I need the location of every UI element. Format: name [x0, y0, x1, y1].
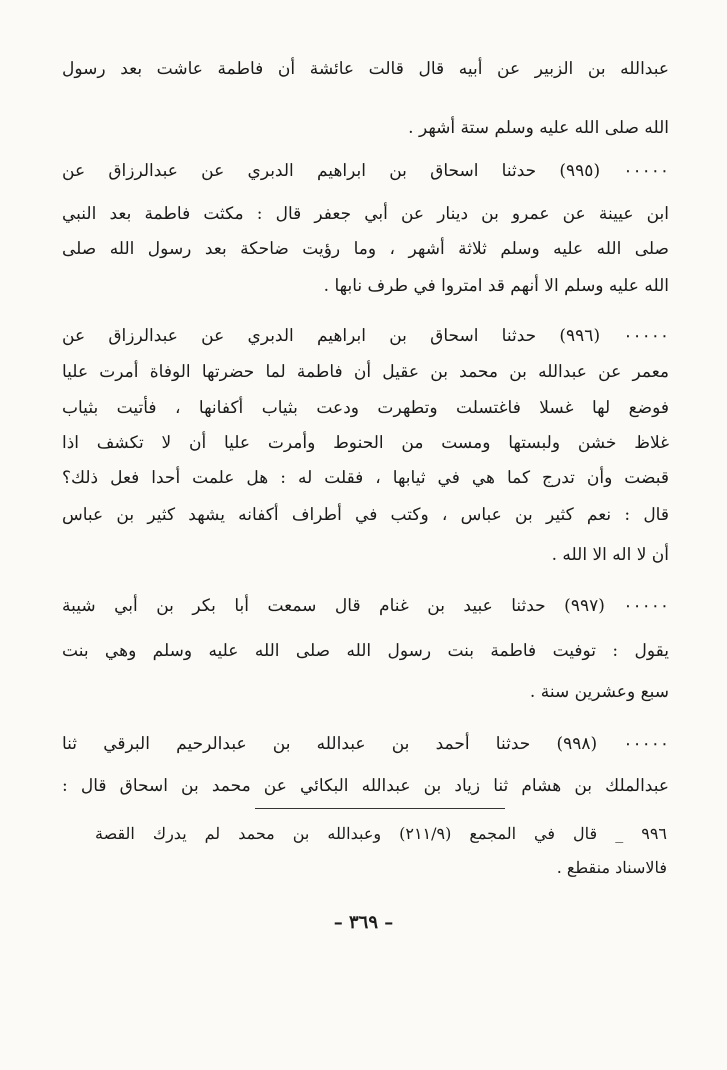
text-line: ٠٠٠٠٠ (٩٩٥) حدثنا اسحاق بن ابراهيم الدبري عن عبدالرزاق عن [62, 161, 669, 181]
text-line: ٠٠٠٠٠ (٩٩٧) حدثنا عبيد بن غنام قال سمعت أبا بكر بن أبي شيبة [62, 596, 669, 616]
text-line: فوضع لها غسلا فاغتسلت وتطهرت ودعت بثياب أكفانها ، فأتيت بثياب [62, 398, 669, 418]
text-line: معمر عن عبدالله بن محمد بن عقيل أن فاطمة لما حضرتها الوفاة أمرت عليا [62, 362, 669, 382]
text-line: صلى الله عليه وسلم ثلاثة أشهر ، وما رؤيت ضاحكة بعد رسول الله صلى [62, 239, 669, 259]
text-line: ابن عيينة عن عمرو بن دينار عن أبي جعفر قال : مكثت فاطمة بعد النبي [62, 204, 669, 224]
text-line: غلاظ خشن ولبستها ومست من الحنوط وأمرت عليا أن لا تكشف اذا [62, 433, 669, 453]
text-line: قال : نعم كثير بن عباس ، وكتب في أطراف أكفانه يشهد كثير بن عباس [62, 505, 669, 525]
text-line: سبع وعشرين سنة . [529, 682, 669, 702]
footnote-line: فالاسناد منقطع . [556, 858, 667, 877]
text-line: يقول : توفيت فاطمة بنت رسول الله صلى الله عليه وسلم وهي بنت [62, 641, 669, 661]
text-line: عبدالملك بن هشام ثنا زياد بن عبدالله البكائي عن محمد بن اسحاق قال : [62, 776, 669, 796]
text-line: الله صلى الله عليه وسلم ستة أشهر . [408, 118, 669, 138]
footnote-line: ٩٩٦ _ قال في المجمع (٢١١/٩) وعبدالله بن محمد لم يدرك القصة [95, 824, 668, 843]
text-line: ٠٠٠٠٠ (٩٩٦) حدثنا اسحاق بن ابراهيم الدبري عن عبدالرزاق عن [62, 326, 669, 346]
text-line: ٠٠٠٠٠ (٩٩٨) حدثنا أحمد بن عبدالله بن عبدالرحيم البرقي ثنا [62, 734, 669, 754]
page-number: – ٣٦٩ – [333, 912, 394, 933]
footnote-rule [255, 808, 505, 809]
text-line: قبضت وأن تدرج كما هي في ثيابها ، فقلت له : هل علمت أحدا فعل ذلك؟ [62, 468, 669, 488]
text-line: عبدالله بن الزبير عن أبيه قال قالت عائشة أن فاطمة عاشت بعد رسول [62, 59, 669, 79]
text-line: الله عليه وسلم الا أنهم قد امتروا في طرف نابها . [323, 276, 669, 296]
text-line: أن لا اله الا الله . [551, 545, 669, 565]
